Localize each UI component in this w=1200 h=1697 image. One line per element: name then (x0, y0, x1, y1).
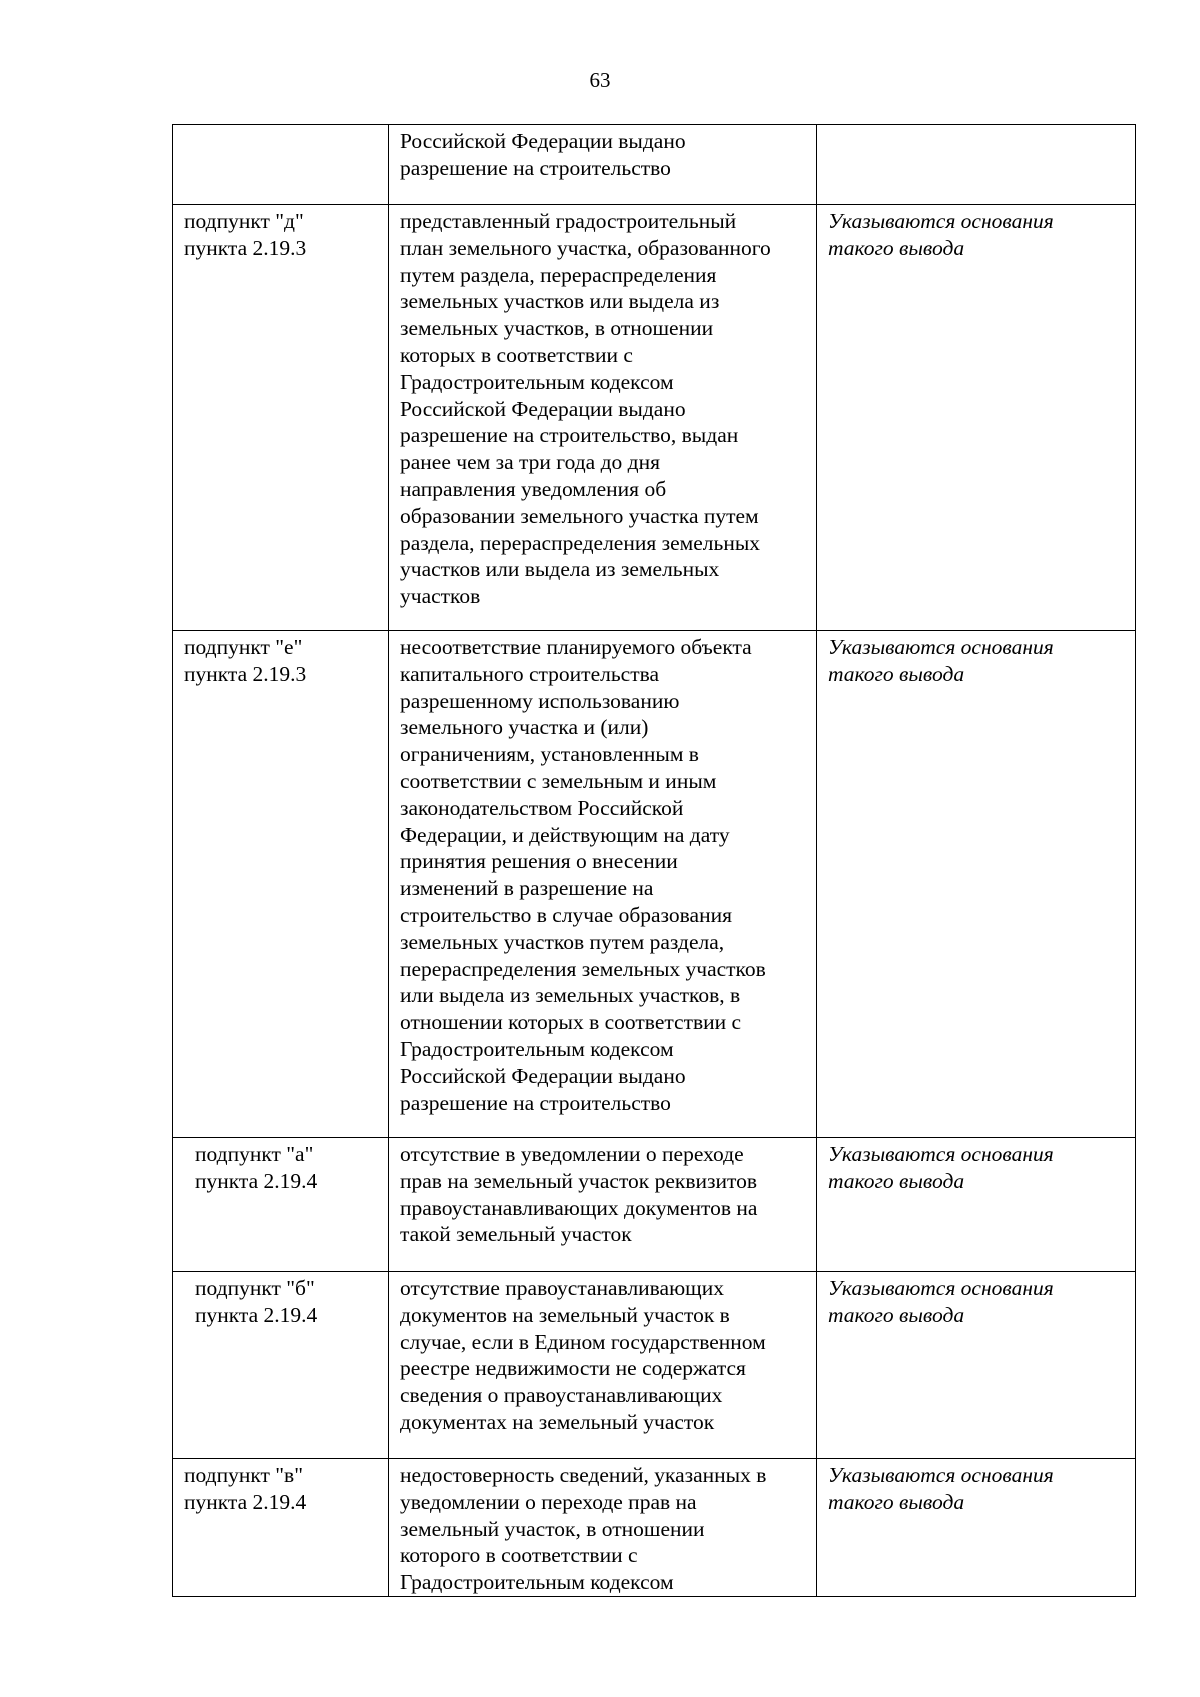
row-description: недостоверность сведений, указанных в уведомлении о переходе прав на земельный участок, в отношении которого в соответствии с Градостроительным кодексом (389, 1459, 817, 1597)
grounds-table (172, 124, 1136, 1597)
page-number: 63 (589, 68, 611, 92)
row-note: Указываются основания такого вывода (817, 1272, 1136, 1459)
row-note: Указываются основания такого вывода (817, 1459, 1136, 1597)
table-row (173, 125, 1136, 205)
table-row (173, 631, 1136, 1138)
table-row (173, 1272, 1136, 1459)
table-row (173, 1459, 1136, 1597)
row-note: Указываются основания такого вывода (817, 205, 1136, 631)
row-note (817, 125, 1136, 205)
row-description: несоответствие планируемого объекта капитального строительства разрешенному использованию земельного участка и (или) ограничениям, установленным в соответствии с земельным и иным законодательством Российской Федерации, и действующим на дату принятия решения о внесении изменений в разрешение на строительство в случае образования земельных участков путем раздела, перераспределения земельных участков или выдела из земельных участков, в отношении которых в соответствии с Градостроительным кодексом Российской Федерации выдано разрешение на строительство (389, 631, 817, 1138)
row-reference: подпункт "а" пункта 2.19.4 (173, 1138, 389, 1272)
row-reference: подпункт "е" пункта 2.19.3 (173, 631, 389, 1138)
row-description: отсутствие правоустанавливающих документов на земельный участок в случае, если в Едином государственном реестре недвижимости не содержатся сведения о правоустанавливающих документах на земельный участок (389, 1272, 817, 1459)
row-note: Указываются основания такого вывода (817, 1138, 1136, 1272)
table-row (173, 205, 1136, 631)
row-description: отсутствие в уведомлении о переходе прав на земельный участок реквизитов правоустанавливающих документов на такой земельный участок (389, 1138, 817, 1272)
row-reference: подпункт "д" пункта 2.19.3 (173, 205, 389, 631)
row-description: представленный градостроительный план земельного участка, образованного путем раздела, перераспределения земельных участков или выдела из земельных участков, в отношении которых в соответствии с Градостроительным кодексом Российской Федерации выдано разрешение на строительство, выдан ранее чем за три года до дня направления уведомления об образовании земельного участка путем раздела, перераспределения земельных участков или выдела из земельных участков (389, 205, 817, 631)
row-reference (173, 125, 389, 205)
row-reference: подпункт "в" пункта 2.19.4 (173, 1459, 389, 1597)
row-note: Указываются основания такого вывода (817, 631, 1136, 1138)
row-description: Российской Федерации выдано разрешение на строительство (389, 125, 817, 205)
table-row (173, 1138, 1136, 1272)
row-reference: подпункт "б" пункта 2.19.4 (173, 1272, 389, 1459)
